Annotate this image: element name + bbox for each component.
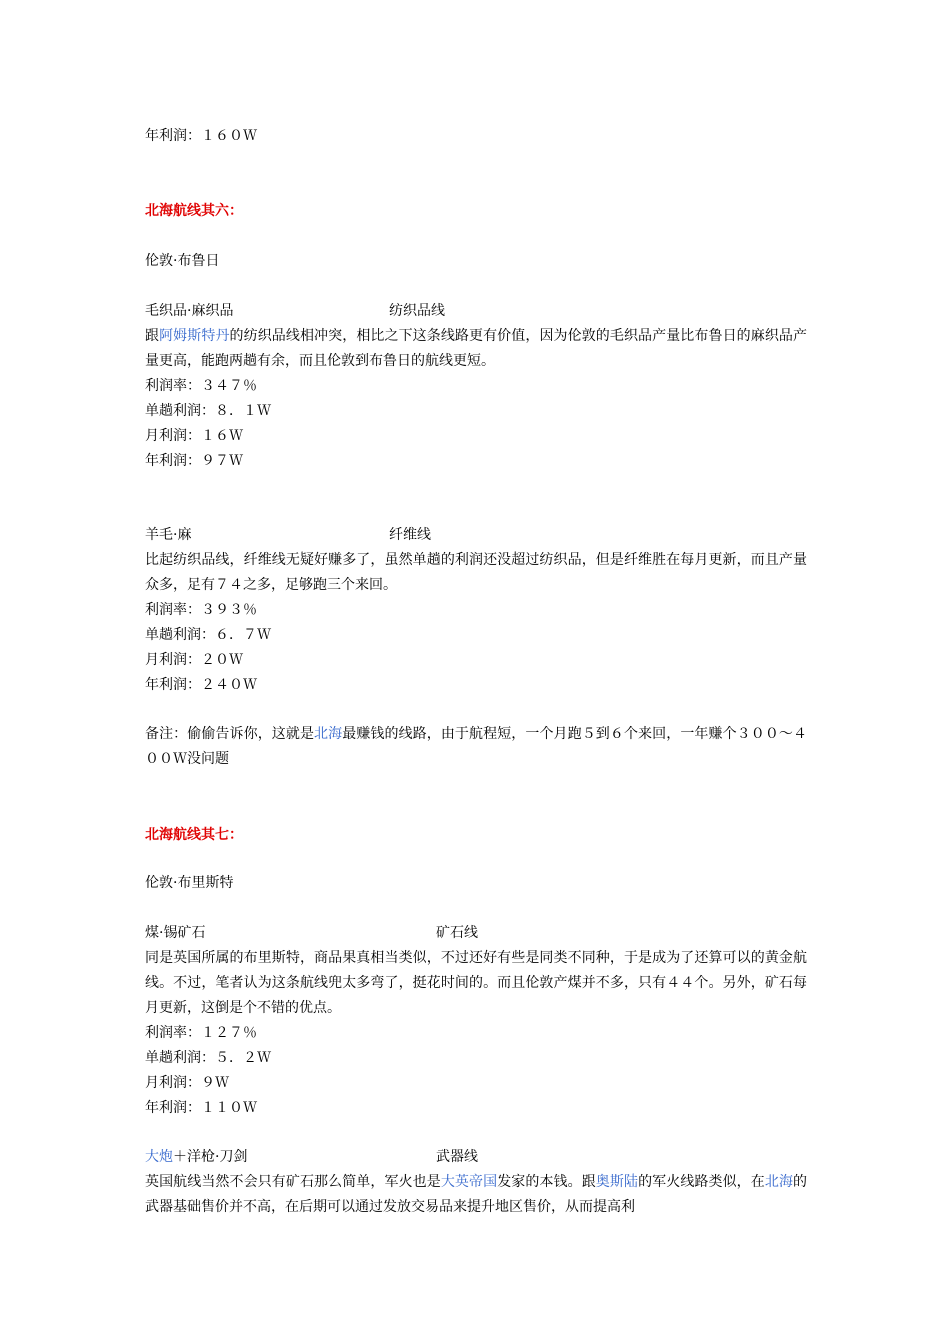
single-profit: 单趟利润：５．２Ｗ	[145, 1050, 271, 1066]
line-name: 纺织品线	[389, 303, 445, 319]
annual-profit: 年利润：２４０Ｗ	[145, 677, 257, 693]
note-text: 备注：偷偷告诉你，这就是	[145, 726, 315, 742]
section7-route: 伦敦·布里斯特	[145, 875, 234, 891]
link-amsterdam[interactable]: 阿姆斯特丹	[159, 328, 230, 344]
item-ore-title	[145, 921, 645, 946]
goods-label	[145, 1145, 247, 1170]
desc-text: 的军火线路类似，在	[638, 1174, 765, 1190]
line-name: 纤维线	[389, 527, 431, 543]
desc-text: 的武器基础售价并不高，在后期可以通过发放交易品来提升地区售价，从而提高利	[145, 1174, 808, 1215]
profit-rate: 利润率：３９３％	[145, 602, 257, 618]
goods-label: 羊毛·麻	[145, 527, 192, 543]
link-british-empire[interactable]: 大英帝国	[440, 1174, 498, 1190]
section7-heading: 北海航线其七：	[145, 827, 243, 843]
item-textile-desc	[145, 324, 807, 374]
note-text: 最赚钱的线路，由于航程短，一个月跑５到６个来回，一年赚个３００～４００Ｗ没问题	[145, 726, 808, 767]
desc-text: 发家的本钱。跟	[497, 1174, 596, 1190]
item-fiber-title	[145, 523, 645, 548]
monthly-profit: 月利润：２０Ｗ	[145, 652, 243, 668]
annual-profit: 年利润：１１０Ｗ	[145, 1100, 257, 1116]
item-weapon-desc	[145, 1170, 807, 1220]
goods-label: 煤·锡矿石	[145, 925, 206, 941]
link-north-sea[interactable]: 北海	[314, 726, 343, 742]
section6-heading: 北海航线其六：	[145, 203, 243, 219]
item-textile-title	[145, 299, 645, 324]
link-north-sea-2[interactable]: 北海	[764, 1174, 794, 1190]
desc-text: 英国航线当然不会只有矿石那么简单，军火也是	[145, 1174, 441, 1190]
item-weapon-title	[145, 1145, 645, 1170]
monthly-profit: 月利润：９Ｗ	[145, 1075, 229, 1091]
annual-profit: 年利润：９７Ｗ	[145, 453, 243, 469]
single-profit: 单趟利润：８．１Ｗ	[145, 403, 271, 419]
item-ore-desc: 同是英国所属的布里斯特，商品果真相当类似，不过还好有些是同类不同种，于是成为了还算可以的黄金航线。不过，笔者认为这条航线兜太多弯了，挺花时间的。而且伦敦产煤并不多，只有４４个。另外，矿石每月更新，这倒是个不错的优点。	[145, 950, 807, 1016]
link-cannon[interactable]: 大炮	[145, 1149, 173, 1165]
prev-annual-profit: 年利润：１６０Ｗ	[145, 128, 257, 144]
goods-rest: ＋洋枪·刀剑	[173, 1149, 248, 1165]
section6-note	[145, 722, 807, 772]
monthly-profit: 月利润：１６Ｗ	[145, 428, 243, 444]
line-name: 矿石线	[436, 925, 478, 941]
section6-route: 伦敦·布鲁日	[145, 253, 220, 269]
desc-text: 的纺织品线相冲突，相比之下这条线路更有价值，因为伦敦的毛织品产量比布鲁日的麻织品产量更高，能跑两趟有余，而且伦敦到布鲁日的航线更短。	[145, 328, 808, 369]
goods-label: 毛织品·麻织品	[145, 303, 234, 319]
single-profit: 单趟利润：６．７Ｗ	[145, 627, 271, 643]
profit-rate: 利润率：３４７％	[145, 378, 257, 394]
link-oslo[interactable]: 奥斯陆	[595, 1174, 639, 1190]
line-name: 武器线	[436, 1149, 478, 1165]
item-fiber-desc: 比起纺织品线，纤维线无疑好赚多了，虽然单趟的利润还没超过纺织品，但是纤维胜在每月更新，而且产量众多，足有７４之多，足够跑三个来回。	[145, 552, 807, 593]
profit-rate: 利润率：１２７％	[145, 1025, 257, 1041]
desc-text: 跟	[145, 328, 160, 344]
